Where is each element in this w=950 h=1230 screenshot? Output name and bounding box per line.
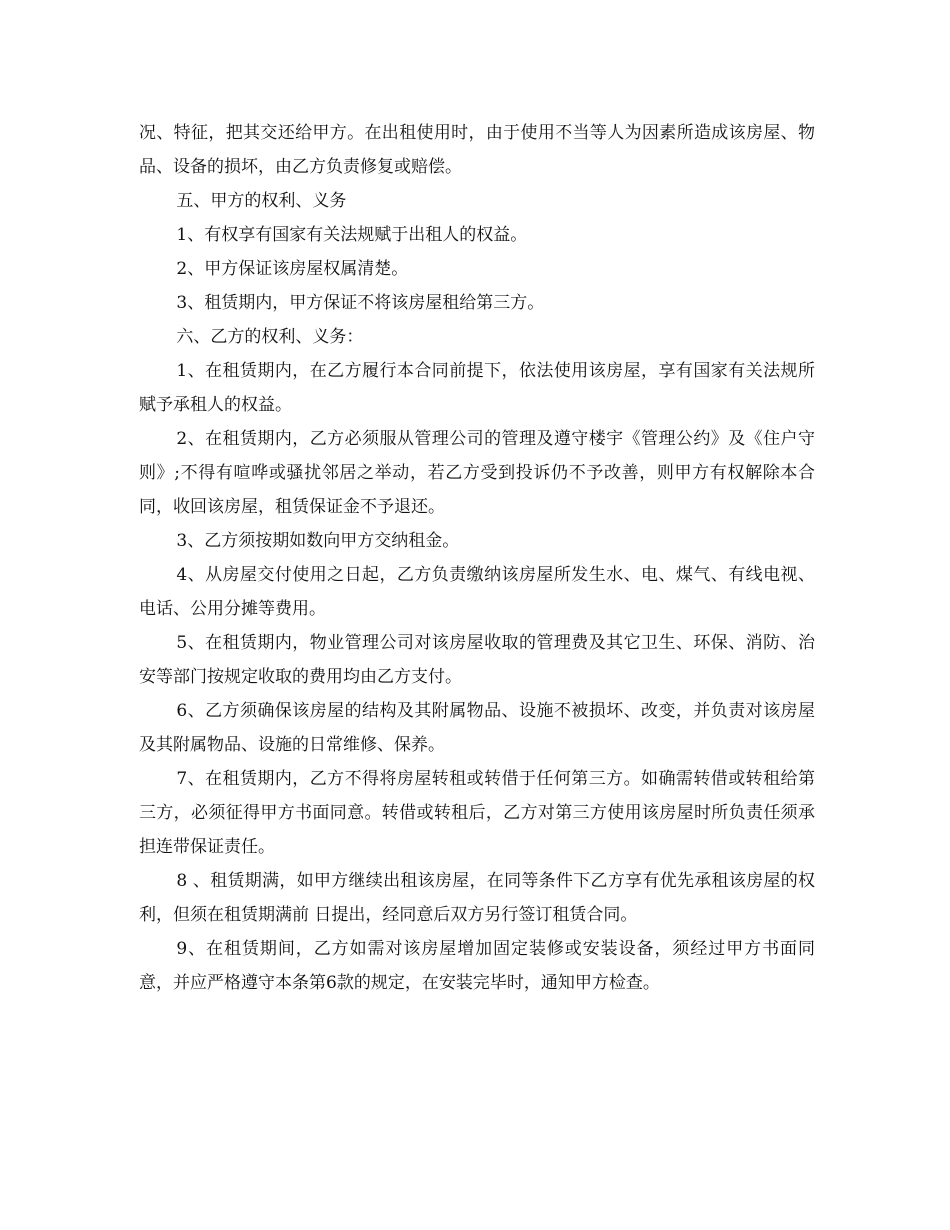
clause-b-2: 2、在租赁期内，乙方必须服从管理公司的管理及遵守楼宇《管理公约》及《住户守则》;不得有喧哗或骚扰邻居之举动，若乙方受到投诉仍不予改善，则甲方有权解除本合同，收回该房屋，租赁保证金不予退还。 [139, 429, 815, 517]
clause-b-7: 7、在租赁期内，乙方不得将房屋转租或转借于任何第三方。如确需转借或转租给第三方，必须征得甲方书面同意。转借或转租后，乙方对第三方使用该房屋时所负责任须承担连带保证责任。 [139, 769, 815, 857]
paragraph-continuation: 况、特征，把其交还给甲方。在出租使用时，由于使用不当等人为因素所造成该房屋、物品、设备的损坏，由乙方负责修复或赔偿。 [139, 123, 815, 177]
clause-a-2: 2、甲方保证该房屋权属清楚。 [176, 259, 409, 279]
section-heading-party-b-rights: 六、乙方的权利、义务： [176, 327, 364, 347]
clause-b-4: 4、从房屋交付使用之日起，乙方负责缴纳该房屋所发生水、电、煤气、有线电视、电话、公用分摊等费用。 [139, 565, 815, 619]
document-body [139, 116, 815, 1000]
clause-a-3: 3、租赁期内，甲方保证不将该房屋租给第三方。 [176, 293, 545, 313]
clause-b-6: 6、乙方须确保该房屋的结构及其附属物品、设施不被损坏、改变，并负责对该房屋及其附属物品、设施的日常维修、保养。 [139, 701, 815, 755]
clause-b-5: 5、在租赁期内，物业管理公司对该房屋收取的管理费及其它卫生、环保、消防、治安等部门按规定收取的费用均由乙方支付。 [139, 633, 815, 687]
clause-b-1: 1、在租赁期内，在乙方履行本合同前提下，依法使用该房屋，享有国家有关法规所赋予承租人的权益。 [139, 361, 815, 415]
clause-a-1: 1、有权享有国家有关法规赋于出租人的权益。 [176, 225, 528, 245]
clause-b-3: 3、乙方须按期如数向甲方交纳租金。 [176, 531, 460, 551]
section-heading-party-a-rights: 五、甲方的权利、义务 [176, 191, 347, 211]
clause-b-8: 8 、租赁期满，如甲方继续出租该房屋，在同等条件下乙方享有优先承租该房屋的权利，但须在租赁期满前 日提出，经同意后双方另行签订租赁合同。 [139, 871, 815, 925]
clause-b-9: 9、在租赁期间，乙方如需对该房屋增加固定装修或安装设备，须经过甲方书面同意，并应严格遵守本条第6款的规定，在安装完毕时，通知甲方检查。 [139, 939, 815, 993]
